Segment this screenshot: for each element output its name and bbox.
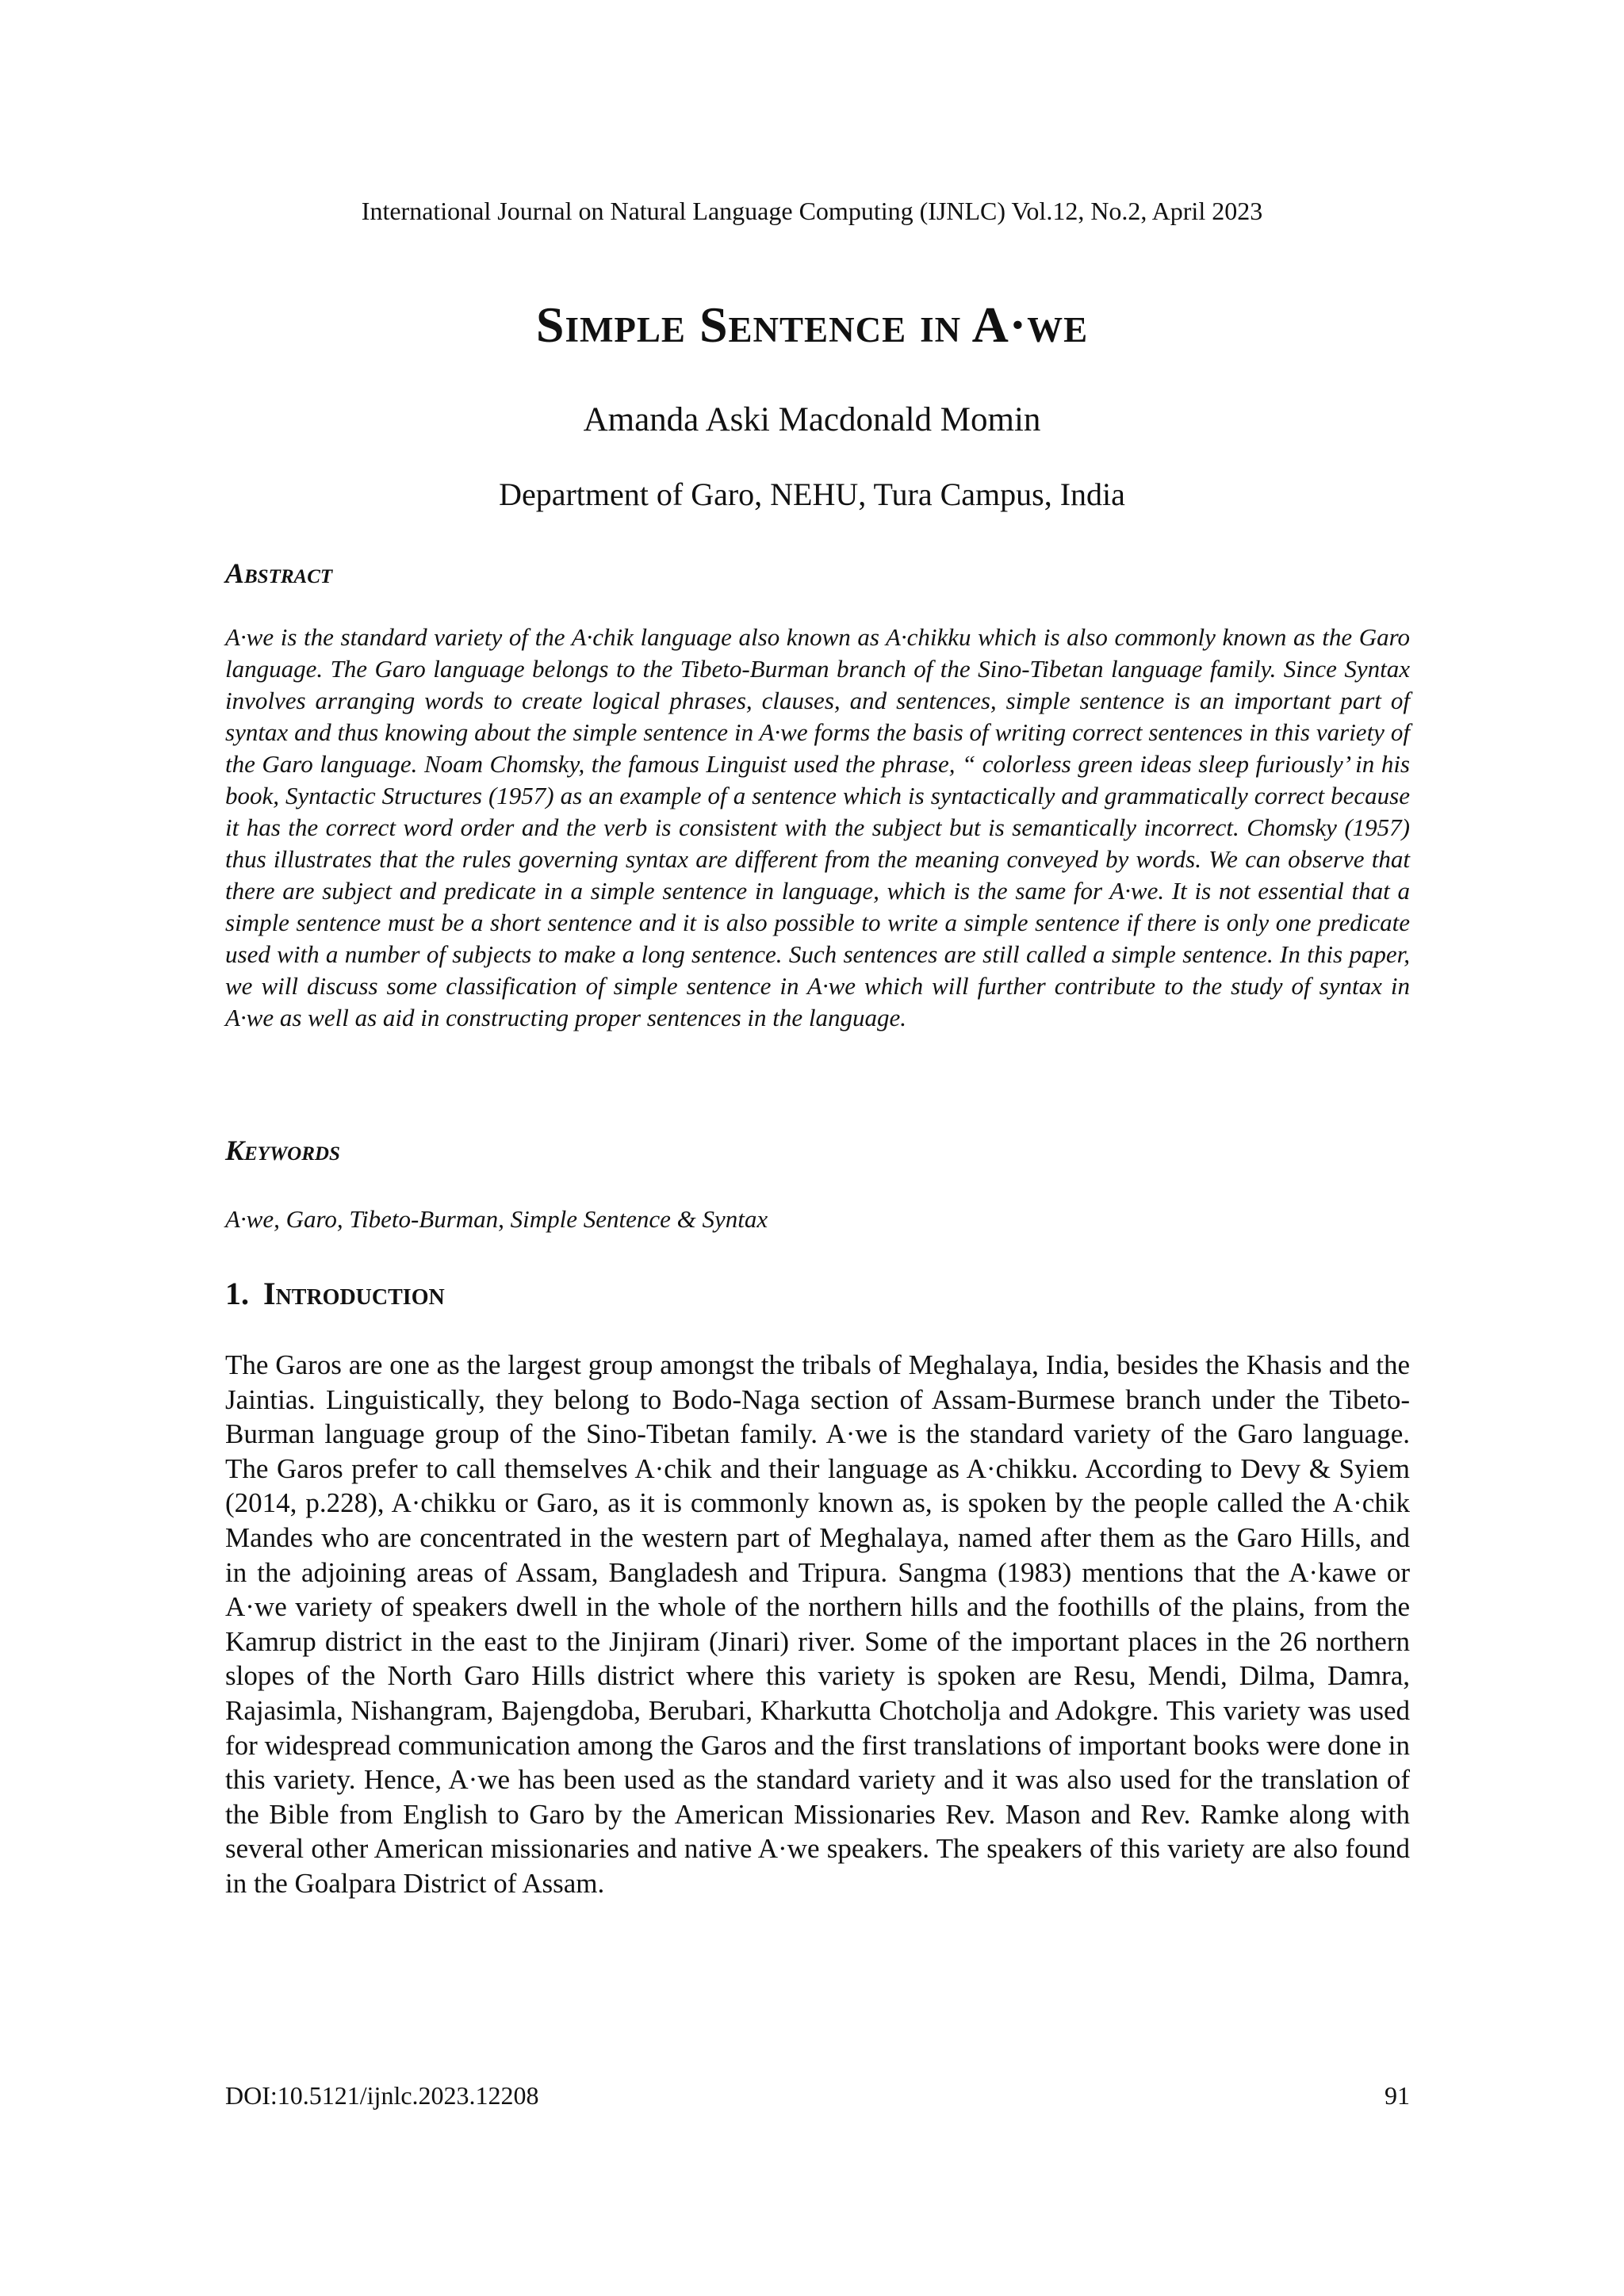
paper-title: Simple Sentence in A·we	[535, 297, 1089, 353]
abstract-text: A·we is the standard variety of the A·chik language also known as A·chikku which is also commonly known as the Garo language. The Garo language belongs to the Tibeto-Burman branch of the Sino-Tibetan language family. Since Syntax involves arranging words to create logical phrases, clauses, and sentences, simple sentence is an important part of syntax and thus knowing about the simple sentence in A·we forms the basis of writing correct sentences in this variety of the Garo language. Noam Chomsky, the famous Linguist used the phrase, “ colorless green ideas sleep furiously’ in his book, Syntactic Structures (1957) as an example of a sentence which is syntactically and grammatically correct because it has the correct word order and the verb is consistent with the subject but is semantically incorrect. Chomsky (1957) thus illustrates that the rules governing syntax are different from the meaning conveyed by words. We can observe that there are subject and predicate in a simple sentence in language, which is the same for A·we. It is not essential that a simple sentence must be a short sentence and it is also possible to write a simple sentence if there is only one predicate used with a number of subjects to make a long sentence. Such sentences are still called a simple sentence. In this paper, we will discuss some classification of simple sentence in A·we which will further contribute to the study of syntax in A·we as well as aid in constructing proper sentences in the language.	[225, 623, 1410, 1031]
author-affiliation: Department of Garo, NEHU, Tura Campus, India	[499, 476, 1125, 512]
section-title: Introduction	[263, 1276, 445, 1311]
keywords-text: A·we, Garo, Tibeto-Burman, Simple Sentence & Syntax	[225, 1205, 768, 1233]
keywords-heading: Keywords	[225, 1135, 340, 1166]
footer-doi: DOI:10.5121/ijnlc.2023.12208	[225, 2081, 539, 2110]
introduction-heading	[225, 1273, 445, 1314]
page-number: 91	[1385, 2081, 1410, 2110]
running-header: International Journal on Natural Language Computing (IJNLC) Vol.12, No.2, April 2023	[361, 197, 1263, 225]
introduction-text: The Garos are one as the largest group amongst the tribals of Meghalaya, India, besides the Khasis and the Jaintias. Linguistically, they belong to Bodo-Naga section of Assam-Burmese branch under the Tibeto-Burman language group of the Sino-Tibetan family. A·we is the standard variety of the Garo language. The Garos prefer to call themselves A·chik and their language as A·chikku. According to Devy & Syiem (2014, p.228), A·chikku or Garo, as it is commonly known as, is spoken by the people called the A·chik Mandes who are concentrated in the western part of Meghalaya, named after them as the Garo Hills, and in the adjoining areas of Assam, Bangladesh and Tripura. Sangma (1983) mentions that the A·kawe or A·we variety of speakers dwell in the whole of the northern hills and the foothills of the plains, from the Kamrup district in the east to the Jinjiram (Jinari) river. Some of the important places in the 26 northern slopes of the North Garo Hills district where this variety is spoken are Resu, Mendi, Dilma, Damra, Rajasimla, Nishangram, Bajengdoba, Berubari, Kharkutta Chotcholja and Adokgre. This variety was used for widespread communication among the Garos and the first translations of important books were done in this variety. Hence, A·we has been used as the standard variety and it was also used for the translation of the Bible from English to Garo by the American Missionaries Rev. Mason and Rev. Ramke along with several other American missionaries and native A·we speakers. The speakers of this variety are also found in the Goalpara District of Assam.	[225, 1349, 1410, 1899]
section-number: 1.	[225, 1276, 249, 1311]
abstract-heading: Abstract	[225, 557, 333, 589]
author-name: Amanda Aski Macdonald Momin	[583, 401, 1041, 438]
